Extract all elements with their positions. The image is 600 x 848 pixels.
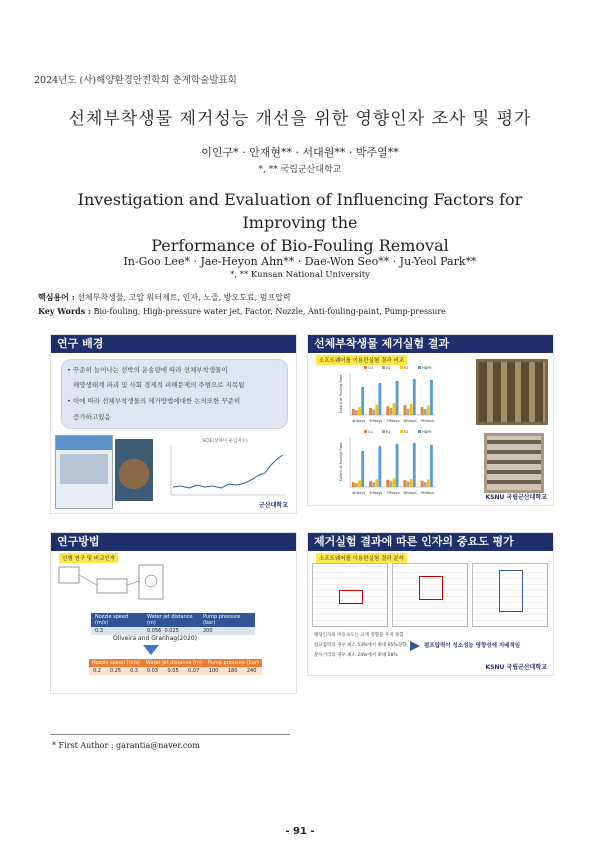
- removal-chart-1: [338, 365, 438, 425]
- bar: [407, 482, 410, 487]
- legend-swatch: [400, 430, 403, 433]
- keywords-en-label: Key Words :: [38, 306, 92, 316]
- legend-label: Cu: [368, 430, 373, 434]
- legend-swatch: [382, 430, 385, 433]
- bar: [358, 480, 361, 487]
- removal-chart-2: [338, 429, 438, 497]
- experiment-setup-diagram: [57, 561, 167, 609]
- legend-label: K1: [386, 366, 391, 370]
- x-tick-label: 9Hdays: [420, 491, 434, 495]
- bar: [396, 444, 399, 487]
- keywords-ko-text: 선체부착생물, 고압 워터제트, 인자, 노즐, 방오도료, 펌프압력: [77, 293, 291, 302]
- x-tick-label: 5Hdays: [369, 491, 383, 495]
- bar: [355, 410, 358, 415]
- t2-v7: 100: [208, 668, 219, 674]
- result-table-1: [312, 563, 388, 627]
- slide2-logo: KSNU 국립군산대학교: [485, 494, 547, 501]
- slide-factor-importance: [307, 532, 554, 676]
- book-cover-image: [55, 435, 113, 509]
- bar: [410, 479, 413, 487]
- legend-label: K2: [404, 430, 409, 434]
- bar: [403, 480, 406, 487]
- slide2-title: 선체부착생물 제거실험 결과: [308, 335, 553, 353]
- legend-label: K1: [386, 430, 391, 434]
- slide3-tag: 선행 연구 및 비교인자: [59, 553, 118, 563]
- keywords-en-text: Bio-fouling, High-pressure water jet, Factor, Nozzle, Anti-fouling-paint, Pump-pressure: [93, 307, 446, 316]
- legend-swatch: [400, 366, 403, 369]
- t2-v4: 0.03: [146, 668, 158, 674]
- fouling-photo-grid-2: [484, 433, 544, 493]
- keywords-en: [38, 306, 446, 316]
- slide3-title: 연구방법: [51, 533, 296, 551]
- bar: [369, 408, 372, 415]
- legend-swatch: [418, 366, 421, 369]
- x-tick-label: 7Hdays: [386, 419, 400, 423]
- bar: [413, 443, 416, 487]
- english-authors: In-Goo Lee* · Jae-Heyon Ahn** · Dae-Won Seo** · Ju-Yeol Park**: [123, 255, 477, 268]
- bar: [386, 406, 389, 415]
- footnote-rule: [50, 734, 290, 735]
- slide-research-background: [50, 334, 297, 514]
- bullet-2-cont: 증가하고있음: [73, 413, 111, 421]
- bar: [372, 409, 375, 415]
- y-axis-label: Extent of Fouling Rate: [339, 374, 343, 414]
- legend-label: HDPE: [422, 430, 432, 434]
- t2-h3: Pump pressure (bar): [207, 660, 259, 666]
- x-tick-label: 8Hdays: [403, 491, 417, 495]
- t2-h2: Water jet distance (m): [145, 660, 202, 666]
- right-arrow-icon: [410, 641, 420, 651]
- bar: [427, 405, 430, 415]
- korean-title: 선체부착생물 제거성능 개선을 위한 영향인자 조사 및 평가: [68, 109, 532, 129]
- freight-chart-title: SCIE(상하이 운임지수): [202, 439, 248, 444]
- bar: [424, 482, 427, 487]
- t2-v2: 0.25: [109, 668, 121, 674]
- t1-v3: 200: [203, 628, 213, 634]
- t1-h1: Nozzle speed (m/s): [95, 614, 129, 626]
- prior-study-table: [91, 613, 255, 635]
- bar: [369, 481, 372, 487]
- bar: [430, 445, 433, 487]
- bar: [352, 409, 355, 415]
- bar: [393, 403, 396, 415]
- bar: [389, 481, 392, 487]
- bar: [389, 408, 392, 415]
- t1-h3: Pump pressure (bar): [203, 614, 241, 626]
- bar: [424, 409, 427, 415]
- legend-swatch: [382, 366, 385, 369]
- bar: [413, 379, 416, 415]
- bar: [372, 482, 375, 487]
- page-number: - 91 -: [285, 826, 315, 837]
- fouling-photo-grid-1: [476, 359, 548, 425]
- slide-methods: [50, 532, 297, 694]
- conclusion-text: 펌프압력이 성소성능 영향성에 지배적임: [424, 643, 521, 649]
- result-table-2: [392, 563, 468, 627]
- english-title: [40, 188, 560, 257]
- english-affiliation: *, ** Kunsan National University: [230, 270, 370, 280]
- citation: Oliveira and Granhag(2020): [113, 635, 198, 642]
- result-table-3: [472, 563, 548, 627]
- korean-affiliation: *, ** 국립군산대학교: [258, 165, 342, 175]
- x-tick-label: 9Hdays: [420, 419, 434, 423]
- slide1-logo: 군산대학교: [259, 502, 288, 509]
- comparison-factor-table: [89, 659, 262, 675]
- bar: [386, 480, 389, 487]
- bullet-2: • 이에 따라 선체부착생물의 제거방법에대한 논의또한 꾸준히: [67, 397, 241, 405]
- bar: [421, 407, 424, 415]
- legend-label: Cu: [368, 366, 373, 370]
- footnote: * First Author : garantia@naver.com: [52, 741, 200, 750]
- legend-swatch: [418, 430, 421, 433]
- legend-label: K2: [404, 366, 409, 370]
- t2-v8: 180: [227, 668, 238, 674]
- freight-index-chart: [161, 435, 289, 505]
- korean-authors: 이인구* · 안재현** · 서대원** · 박주열**: [201, 146, 399, 159]
- bar: [407, 409, 410, 415]
- english-title-line1: Investigation and Evaluation of Influencing Factors for Improving the: [77, 190, 523, 232]
- bar: [430, 380, 433, 415]
- bar: [421, 481, 424, 487]
- bar: [378, 446, 381, 487]
- bar: [396, 381, 399, 415]
- bar: [378, 383, 381, 415]
- t1-v2: 0.056 0.025: [147, 628, 179, 634]
- keywords-ko-label: 핵심용어 :: [38, 292, 75, 302]
- t1-v1: 0.3: [95, 628, 103, 634]
- bar: [358, 407, 361, 415]
- slide-removal-results: [307, 334, 554, 506]
- x-tick-label: 4Hdays: [352, 419, 366, 423]
- x-tick-label: 4Hdays: [352, 491, 366, 495]
- down-arrow-icon: [143, 645, 159, 655]
- legend-swatch: [364, 430, 367, 433]
- x-tick-label: 8Hdays: [403, 419, 417, 423]
- bar: [427, 479, 430, 487]
- bar: [361, 451, 364, 487]
- t2-v3: 0.3: [130, 668, 138, 674]
- english-title-line2: Performance of Bio-Fouling Removal: [151, 236, 449, 255]
- conference-header: 2024년도 (사)해양환경안전학회 춘계학술발표회: [34, 75, 237, 86]
- t2-v5: 0.05: [167, 668, 179, 674]
- legend-swatch: [364, 366, 367, 369]
- keywords-ko: [38, 292, 291, 303]
- analysis-notes: 해당인자의 미동속도는 크게 영향을 주지 못함 펌프압력의 경우 최소 53%에서 최대 95%경향 분사거리의 경우 최소 24%에서 최대 58%: [314, 633, 407, 658]
- bar: [375, 479, 378, 487]
- bullet-1-cont: 해양생태계 파괴 및 사회 경제적 피해문제의 주범으로 지목됨: [73, 381, 245, 389]
- x-tick-label: 7Hdays: [386, 491, 400, 495]
- bar: [410, 404, 413, 415]
- slide2-tag: 소프트웨어를 이용한실험 결과 비교: [316, 355, 407, 365]
- bar: [352, 482, 355, 487]
- magazine-cover-image: [115, 439, 153, 501]
- t2-h1: Nozzle speed (m/s): [92, 660, 140, 666]
- t2-v6: 0.07: [188, 668, 200, 674]
- bullet-1: • 꾸준히 늘어나는 선박의 운송량에 따라 선체부착생물이: [67, 366, 228, 374]
- t2-v9: 240: [246, 668, 257, 674]
- t1-h2: Water jet distance (m): [147, 614, 193, 626]
- bar: [393, 478, 396, 487]
- bar: [375, 405, 378, 415]
- bar: [403, 405, 406, 415]
- x-tick-label: 5Hdays: [369, 419, 383, 423]
- slide4-logo: KSNU 국립군산대학교: [485, 664, 547, 671]
- bar: [355, 483, 358, 487]
- bar: [361, 387, 364, 415]
- slide4-tag: 소프트웨어를 이용한실험 결과 분석: [316, 553, 407, 563]
- slide1-title: 연구 배경: [51, 335, 296, 353]
- t2-v1: 0.2: [93, 668, 101, 674]
- legend-label: HDPE: [422, 366, 432, 370]
- y-axis-label: Extent of Fouling Rate: [339, 442, 343, 482]
- slide4-title: 제거실험 결과에 따른 인자의 중요도 평가: [308, 533, 553, 551]
